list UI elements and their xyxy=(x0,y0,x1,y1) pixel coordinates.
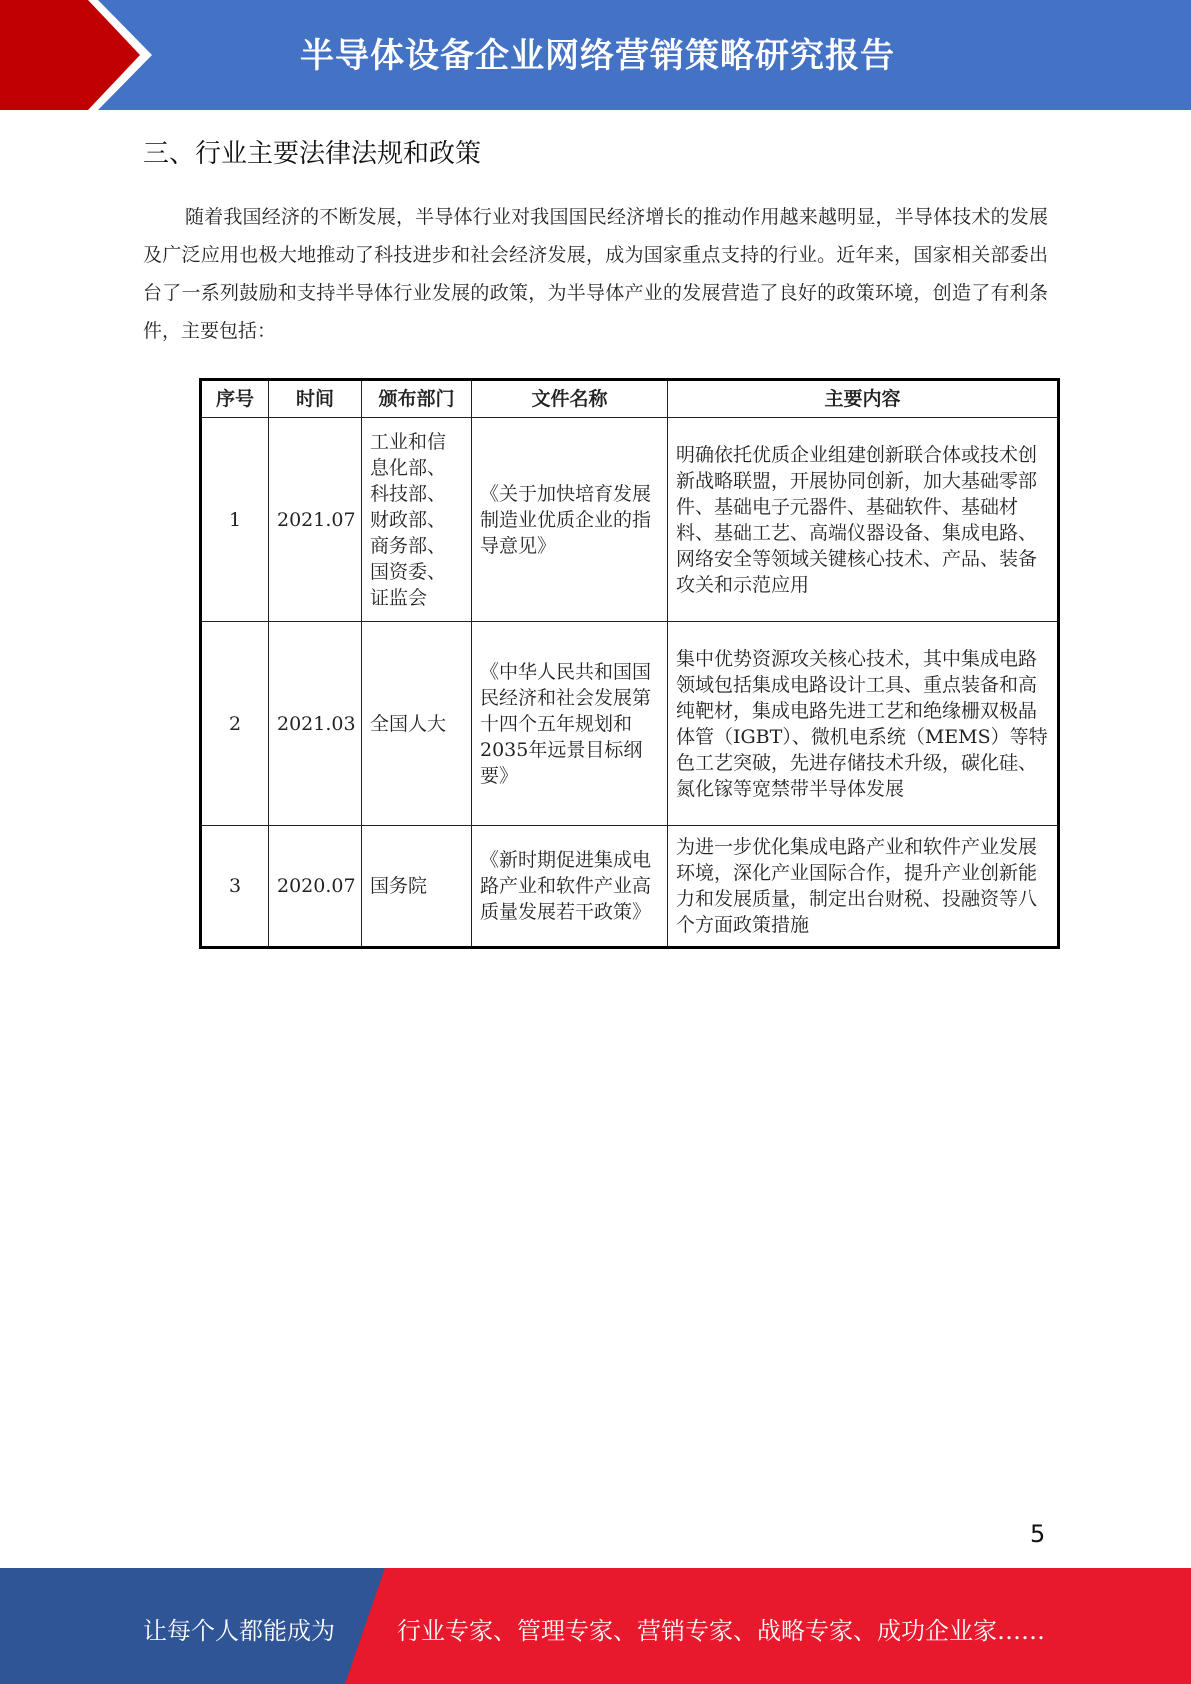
header-content: 主要内容 xyxy=(668,380,1059,418)
intro-paragraph: 随着我国经济的不断发展，半导体行业对我国国民经济增长的推动作用越来越明显，半导体技术的发展及广泛应用也极大地推动了科技进步和社会经济发展，成为国家重点支持的行业。近年来，国家相关部委出台了一系列鼓励和支持半导体行业发展的政策，为半导体产业的发展营造了良好的政策环境，创造了有利条件，主要包括： xyxy=(143,206,1048,342)
policy-table xyxy=(199,378,1060,949)
cell-content: 为进一步优化集成电路产业和软件产业发展环境，深化产业国际合作，提升产业创新能力和发展质量，制定出台财税、投融资等八个方面政策措施 xyxy=(668,826,1059,948)
cell-no: 2 xyxy=(201,622,269,826)
header-chevron-red xyxy=(0,0,150,110)
cell-date: 2021.03 xyxy=(269,622,362,826)
header-dept: 颁布部门 xyxy=(362,380,472,418)
cell-doc: 《中华人民共和国国民经济和社会发展第十四个五年规划和2035年远景目标纲要》 xyxy=(472,622,668,826)
cell-content: 明确依托优质企业组建创新联合体或技术创新战略联盟，开展协同创新，加大基础零部件、基础电子元器件、基础软件、基础材料、基础工艺、高端仪器设备、集成电路、网络安全等领域关键核心技术、产品、装备攻关和示范应用 xyxy=(668,418,1059,622)
report-title: 半导体设备企业网络营销策略研究报告 xyxy=(300,36,895,76)
header-doc: 文件名称 xyxy=(472,380,668,418)
table-row xyxy=(201,622,1059,826)
page-header xyxy=(0,0,1191,110)
cell-date: 2020.07 xyxy=(269,826,362,948)
cell-no: 3 xyxy=(201,826,269,948)
table-row xyxy=(201,826,1059,948)
footer-slogan-left: 让每个人都能成为 xyxy=(143,1617,335,1645)
cell-dept: 全国人大 xyxy=(362,622,472,826)
page-footer xyxy=(0,1568,1191,1684)
page-number: 5 xyxy=(1030,1520,1046,1548)
cell-no: 1 xyxy=(201,418,269,622)
section-heading: 三、行业主要法律法规和政策 xyxy=(143,139,482,169)
cell-content: 集中优势资源攻关核心技术，其中集成电路领域包括集成电路设计工具、重点装备和高纯靶材，集成电路先进工艺和绝缘栅双极晶体管（IGBT）、微机电系统（MEMS）等特色工艺突破，先进存储技术升级，碳化硅、氮化镓等宽禁带半导体发展 xyxy=(668,622,1059,826)
cell-dept: 国务院 xyxy=(362,826,472,948)
header-no: 序号 xyxy=(201,380,269,418)
cell-dept: 工业和信息化部、科技部、财政部、商务部、国资委、证监会 xyxy=(362,418,472,622)
table-row xyxy=(201,418,1059,622)
footer-slogan-right: 行业专家、管理专家、营销专家、战略专家、成功企业家…… xyxy=(397,1617,1045,1645)
table-header-row xyxy=(201,380,1059,418)
cell-doc: 《新时期促进集成电路产业和软件产业高质量发展若干政策》 xyxy=(472,826,668,948)
cell-date: 2021.07 xyxy=(269,418,362,622)
cell-doc: 《关于加快培育发展制造业优质企业的指导意见》 xyxy=(472,418,668,622)
header-date: 时间 xyxy=(269,380,362,418)
